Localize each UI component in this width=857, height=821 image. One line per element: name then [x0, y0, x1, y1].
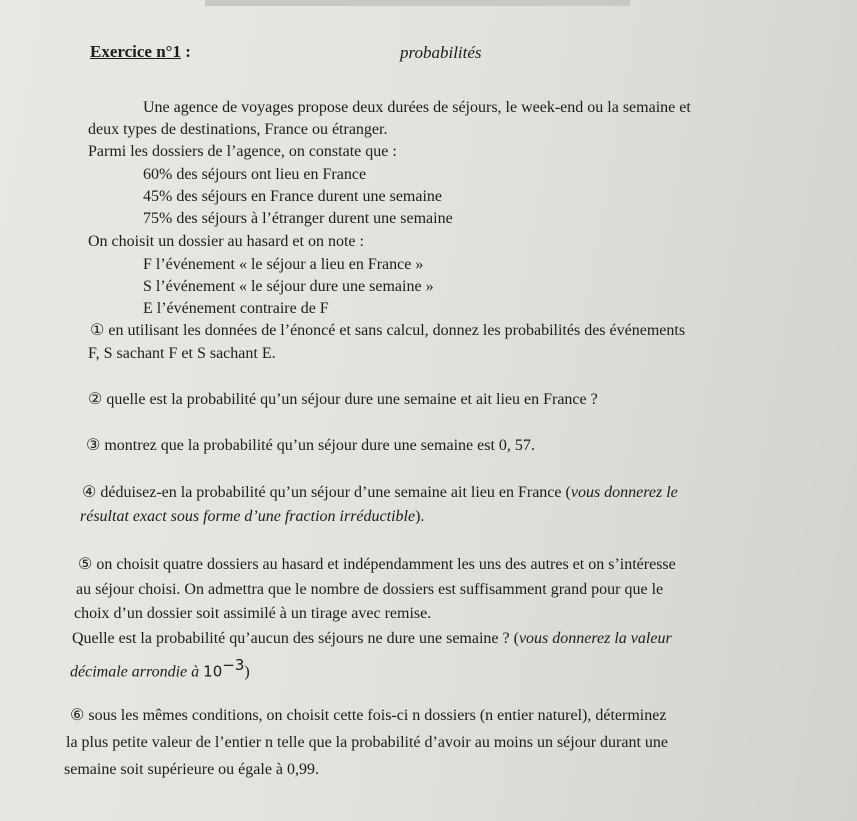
- fact-2: 45% des séjours en France durent une semaine: [143, 188, 443, 205]
- event-f: F l’événement « le séjour a lieu en France »: [143, 256, 424, 273]
- question-5-line-3: choix d’un dossier soit assimilé à un tirage avec remise.: [74, 605, 432, 622]
- question-5-line-2: au séjour choisi. On admettra que le nombre de dossiers est suffisamment grand pour que le: [76, 581, 664, 598]
- question-4-line-1: ④ déduisez-en la probabilité qu’un séjour d’une semaine ait lieu en France (vous donnerez le: [82, 484, 678, 501]
- question-3: ③ montrez que la probabilité qu’un séjour dure une semaine est 0, 57.: [86, 437, 535, 454]
- event-e: E l’événement contraire de F: [143, 300, 329, 317]
- question-1-line-2: F, S sachant F et S sachant E.: [88, 345, 276, 362]
- question-5-line-4: Quelle est la probabilité qu’aucun des séjours ne dure une semaine ? (vous donnerez la valeur: [72, 630, 672, 647]
- subject-title: probabilités: [400, 43, 482, 62]
- question-6-line-1: ⑥ sous les mêmes conditions, on choisit cette fois-ci n dossiers (n entier naturel), déterminez: [70, 707, 667, 724]
- intro-line-1: Une agence de voyages propose deux durées de séjours, le week-end ou la semaine et: [143, 99, 691, 116]
- event-s: S l’événement « le séjour dure une semaine »: [143, 278, 434, 295]
- question-6-line-3: semaine soit supérieure ou égale à 0,99.: [64, 761, 320, 778]
- choice-line: On choisit un dossier au hasard et on note :: [88, 233, 364, 250]
- fact-1: 60% des séjours ont lieu en France: [143, 166, 367, 183]
- question-5-line-1: ⑤ on choisit quatre dossiers au hasard et indépendamment les uns des autres et on s’intéresse: [78, 556, 676, 573]
- exercise-title: Exercice n°1 :: [90, 42, 191, 61]
- question-5-line-5: décimale arrondie à $10^{-3}$): [70, 656, 250, 681]
- intro-line-3: Parmi les dossiers de l’agence, on constate que :: [88, 143, 397, 160]
- intro-line-2: deux types de destinations, France ou étranger.: [88, 121, 388, 138]
- question-4-line-2: résultat exact sous forme d’une fraction irréductible).: [80, 508, 425, 525]
- page-edge-strip: [205, 0, 630, 6]
- question-2: ② quelle est la probabilité qu’un séjour dure une semaine et ait lieu en France ?: [88, 391, 598, 408]
- fact-3: 75% des séjours à l’étranger durent une semaine: [143, 210, 453, 227]
- question-6-line-2: la plus petite valeur de l’entier n telle que la probabilité d’avoir au moins un séjour durant une: [66, 734, 669, 751]
- question-1-line-1: ① en utilisant les données de l’énoncé et sans calcul, donnez les probabilités des événements: [90, 322, 686, 339]
